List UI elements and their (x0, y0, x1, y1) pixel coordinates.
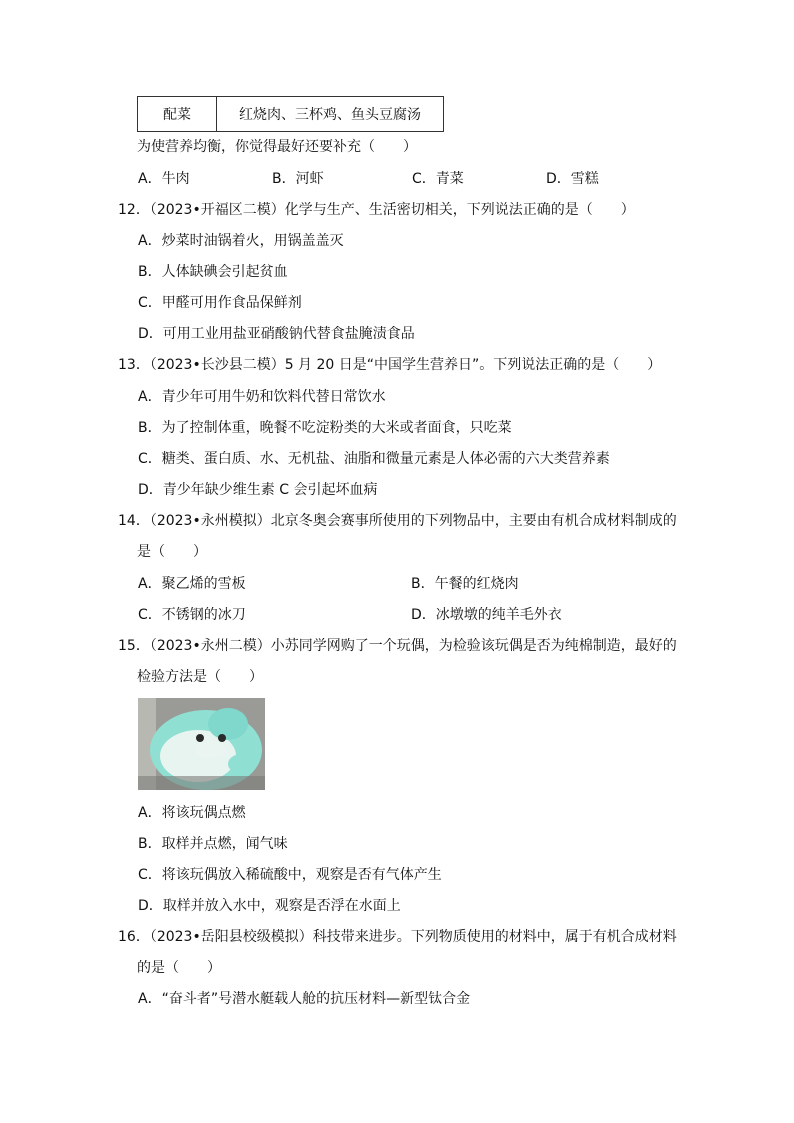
q13-option-c: C．糖类、蛋白质、水、无机盐、油脂和微量元素是人体必需的六大类营养素 (138, 451, 610, 467)
q12-option-d: D．可用工业用盐亚硝酸钠代替食盐腌渍食品 (138, 326, 415, 342)
q11-option-b: B．河虾 (272, 171, 324, 187)
q12-option-b: B．人体缺碘会引起贫血 (138, 264, 288, 280)
q14-option-a: A．聚乙烯的雪板 (138, 576, 246, 592)
table-row (138, 97, 444, 132)
dish-label-cell: 配菜 (138, 97, 217, 132)
q16-stem-line2: 的是（ ） (137, 960, 221, 976)
plush-toy-illustration (138, 698, 265, 790)
q12-option-c: C．甲醛可用作食品保鲜剂 (138, 295, 302, 311)
plush-toy-photo (138, 698, 265, 790)
q11-option-d: D．雪糕 (546, 171, 599, 187)
q14-option-d: D．冰墩墩的纯羊毛外衣 (411, 607, 562, 623)
q16-option-a: A．“奋斗者”号潜水艇载人舱的抗压材料—新型钛合金 (138, 991, 471, 1007)
q11-stem: 为使营养均衡，你觉得最好还要补充（ ） (137, 139, 417, 155)
q11-option-c: C．青菜 (412, 171, 464, 187)
q13-stem: 13．（2023•长沙县二模）5 月 20 日是“中国学生营养日”。下列说法正确的是（ ） (118, 357, 662, 373)
q12-option-a: A．炒菜时油锅着火，用锅盖盖灭 (138, 233, 344, 249)
q14-stem-line2: 是（ ） (137, 544, 207, 560)
q15-option-c: C．将该玩偶放入稀硫酸中，观察是否有气体产生 (138, 867, 442, 883)
q15-stem-line1: 15．（2023•永州二模）小苏同学网购了一个玩偶，为检验该玩偶是否为纯棉制造，最好的 (118, 638, 677, 654)
q15-stem-line2: 检验方法是（ ） (137, 669, 263, 685)
q15-option-b: B．取样并点燃，闻气味 (138, 836, 288, 852)
q12-stem: 12．（2023•开福区二模）化学与生产、生活密切相关，下列说法正确的是（ ） (118, 202, 635, 218)
q16-stem-line1: 16．（2023•岳阳县校级模拟）科技带来进步。下列物质使用的材料中，属于有机合成材料 (118, 929, 677, 945)
dish-table (137, 96, 444, 132)
q13-option-a: A．青少年可用牛奶和饮料代替日常饮水 (138, 389, 386, 405)
q14-stem-line1: 14．（2023•永州模拟）北京冬奥会赛事所使用的下列物品中，主要由有机合成材料制成的 (118, 513, 677, 529)
q13-option-b: B．为了控制体重，晚餐不吃淀粉类的大米或者面食，只吃菜 (138, 420, 512, 436)
q14-option-c: C．不锈钢的冰刀 (138, 607, 246, 623)
dish-value-cell: 红烧肉、三杯鸡、鱼头豆腐汤 (217, 97, 444, 132)
q14-option-b: B．午餐的红烧肉 (411, 576, 519, 592)
q11-option-a: A．牛肉 (138, 171, 190, 187)
q15-option-a: A．将该玩偶点燃 (138, 805, 246, 821)
q13-option-d: D．青少年缺少维生素 C 会引起坏血病 (138, 482, 378, 498)
q15-option-d: D．取样并放入水中，观察是否浮在水面上 (138, 898, 401, 914)
